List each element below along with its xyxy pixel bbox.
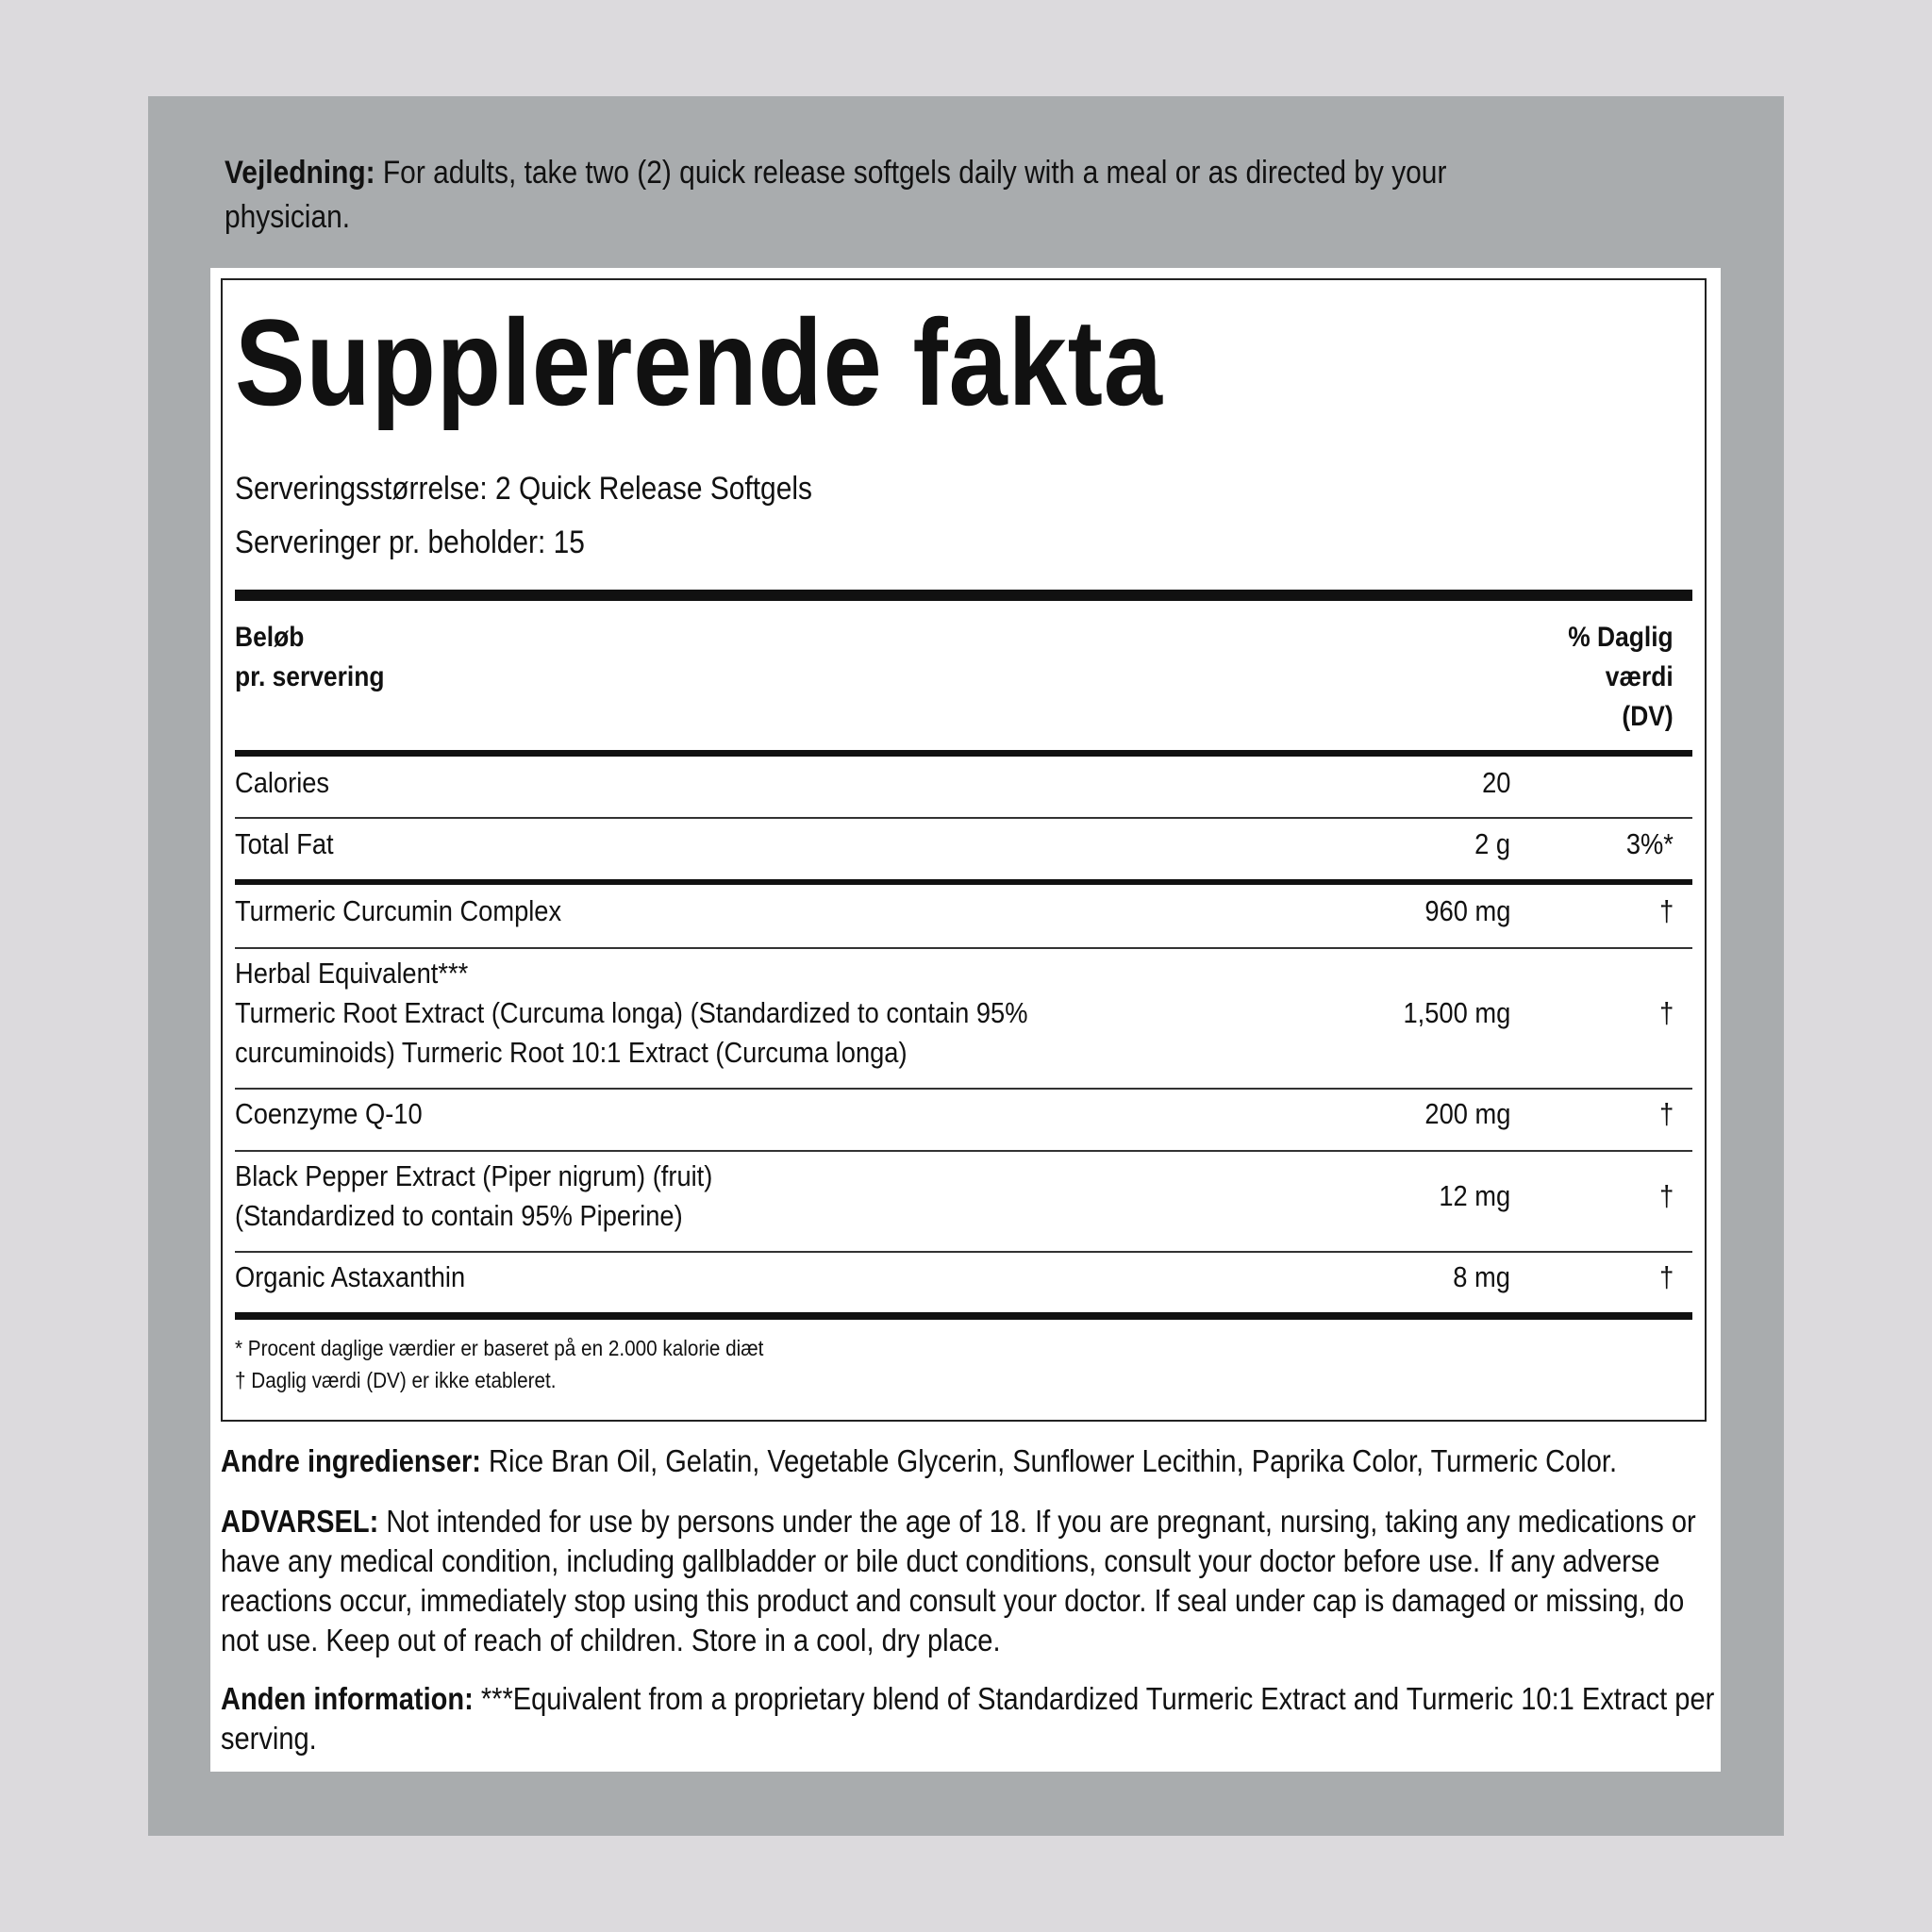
row-amount: 960 mg [1424,894,1510,927]
header-daily-value [1569,618,1674,737]
row-dv: † [1658,1179,1674,1212]
footnote-dagger: † Daglig værdi (DV) er ikke etableret. [235,1368,557,1392]
row-amount: 20 [1481,766,1510,799]
row-dv: † [1658,894,1674,927]
warning [221,1502,1715,1660]
other-ingredients [221,1441,1715,1481]
row-name [235,954,1027,1073]
header-amount [235,618,384,697]
row-name: Coenzyme Q-10 [235,1097,423,1130]
header-dv-line2: værdi [1606,661,1674,692]
row-name-line: curcuminoids) Turmeric Root 10:1 Extract (Curcuma longa) [235,1036,908,1069]
other-info-text: ***Equivalent from a proprietary blend of Standardized Turmeric Extract and Turmeric 10:1 Extract per serving. [221,1681,1715,1756]
other-info-label: Anden information: [221,1681,474,1716]
directions-label: Vejledning: [225,155,375,191]
row-divider [235,1150,1692,1152]
header-amount-line1: Beløb [235,622,305,653]
warning-text: Not intended for use by persons under the age of 18. If you are pregnant, nursing, taking any medications or have any medical condition, including gallbladder or bile duct conditions, consult your doctor before use. If any adverse reactions occur, immediately stop using this product and consult your doctor. If seal under cap is damaged or missing, do not use. Keep out of reach of children. Store in a cool, dry place. [221,1504,1696,1657]
directions-text: For adults, take two (2) quick release softgels daily with a meal or as directed by your physician. [225,155,1447,235]
supplement-facts-panel [221,278,1707,1422]
row-name: Organic Astaxanthin [235,1260,466,1293]
medium-divider [235,879,1692,885]
row-name-line: (Standardized to contain 95% Piperine) [235,1199,683,1232]
row-dv: 3%* [1625,827,1674,860]
header-amount-line2: pr. servering [235,661,385,692]
row-divider [235,947,1692,949]
row-divider [235,1088,1692,1090]
row-amount: 200 mg [1424,1097,1510,1130]
other-ingredients-text: Rice Bran Oil, Gelatin, Vegetable Glycerin, Sunflower Lecithin, Paprika Color, Turmeric Color. [480,1443,1618,1478]
row-dv: † [1658,1260,1674,1293]
directions [225,151,1520,240]
other-information [221,1679,1715,1758]
thick-divider [235,590,1692,601]
row-amount: 12 mg [1439,1179,1510,1212]
header-dv-line1: % Daglig [1568,622,1674,653]
footnote-daily-values: * Procent daglige værdier er baseret på en 2.000 kalorie diæt [235,1336,764,1360]
warning-label: ADVARSEL: [221,1504,379,1539]
row-divider [235,817,1692,819]
header-dv-line3: (DV) [1622,701,1674,732]
row-name: Total Fat [235,827,334,860]
row-name: Calories [235,766,330,799]
thick-divider [235,1312,1692,1320]
row-name-line: Black Pepper Extract (Piper nigrum) (fruit) [235,1159,713,1192]
row-dv: † [1658,996,1674,1029]
row-name-line: Turmeric Root Extract (Curcuma longa) (Standardized to contain 95% [235,996,1028,1029]
row-name: Turmeric Curcumin Complex [235,894,562,927]
row-amount: 1,500 mg [1403,996,1510,1029]
row-amount: 2 g [1474,827,1510,860]
other-ingredients-label: Andre ingredienser: [221,1443,481,1478]
servings-per-container: Serveringer pr. beholder: 15 [235,525,585,560]
facts-title: Supplerende fakta [235,293,1163,431]
serving-size: Serveringsstørrelse: 2 Quick Release Softgels [235,471,812,507]
row-name-line: Herbal Equivalent*** [235,957,469,990]
row-dv: † [1658,1097,1674,1130]
medium-divider [235,750,1692,757]
row-name [235,1157,712,1236]
row-amount: 8 mg [1453,1260,1510,1293]
row-divider [235,1251,1692,1253]
